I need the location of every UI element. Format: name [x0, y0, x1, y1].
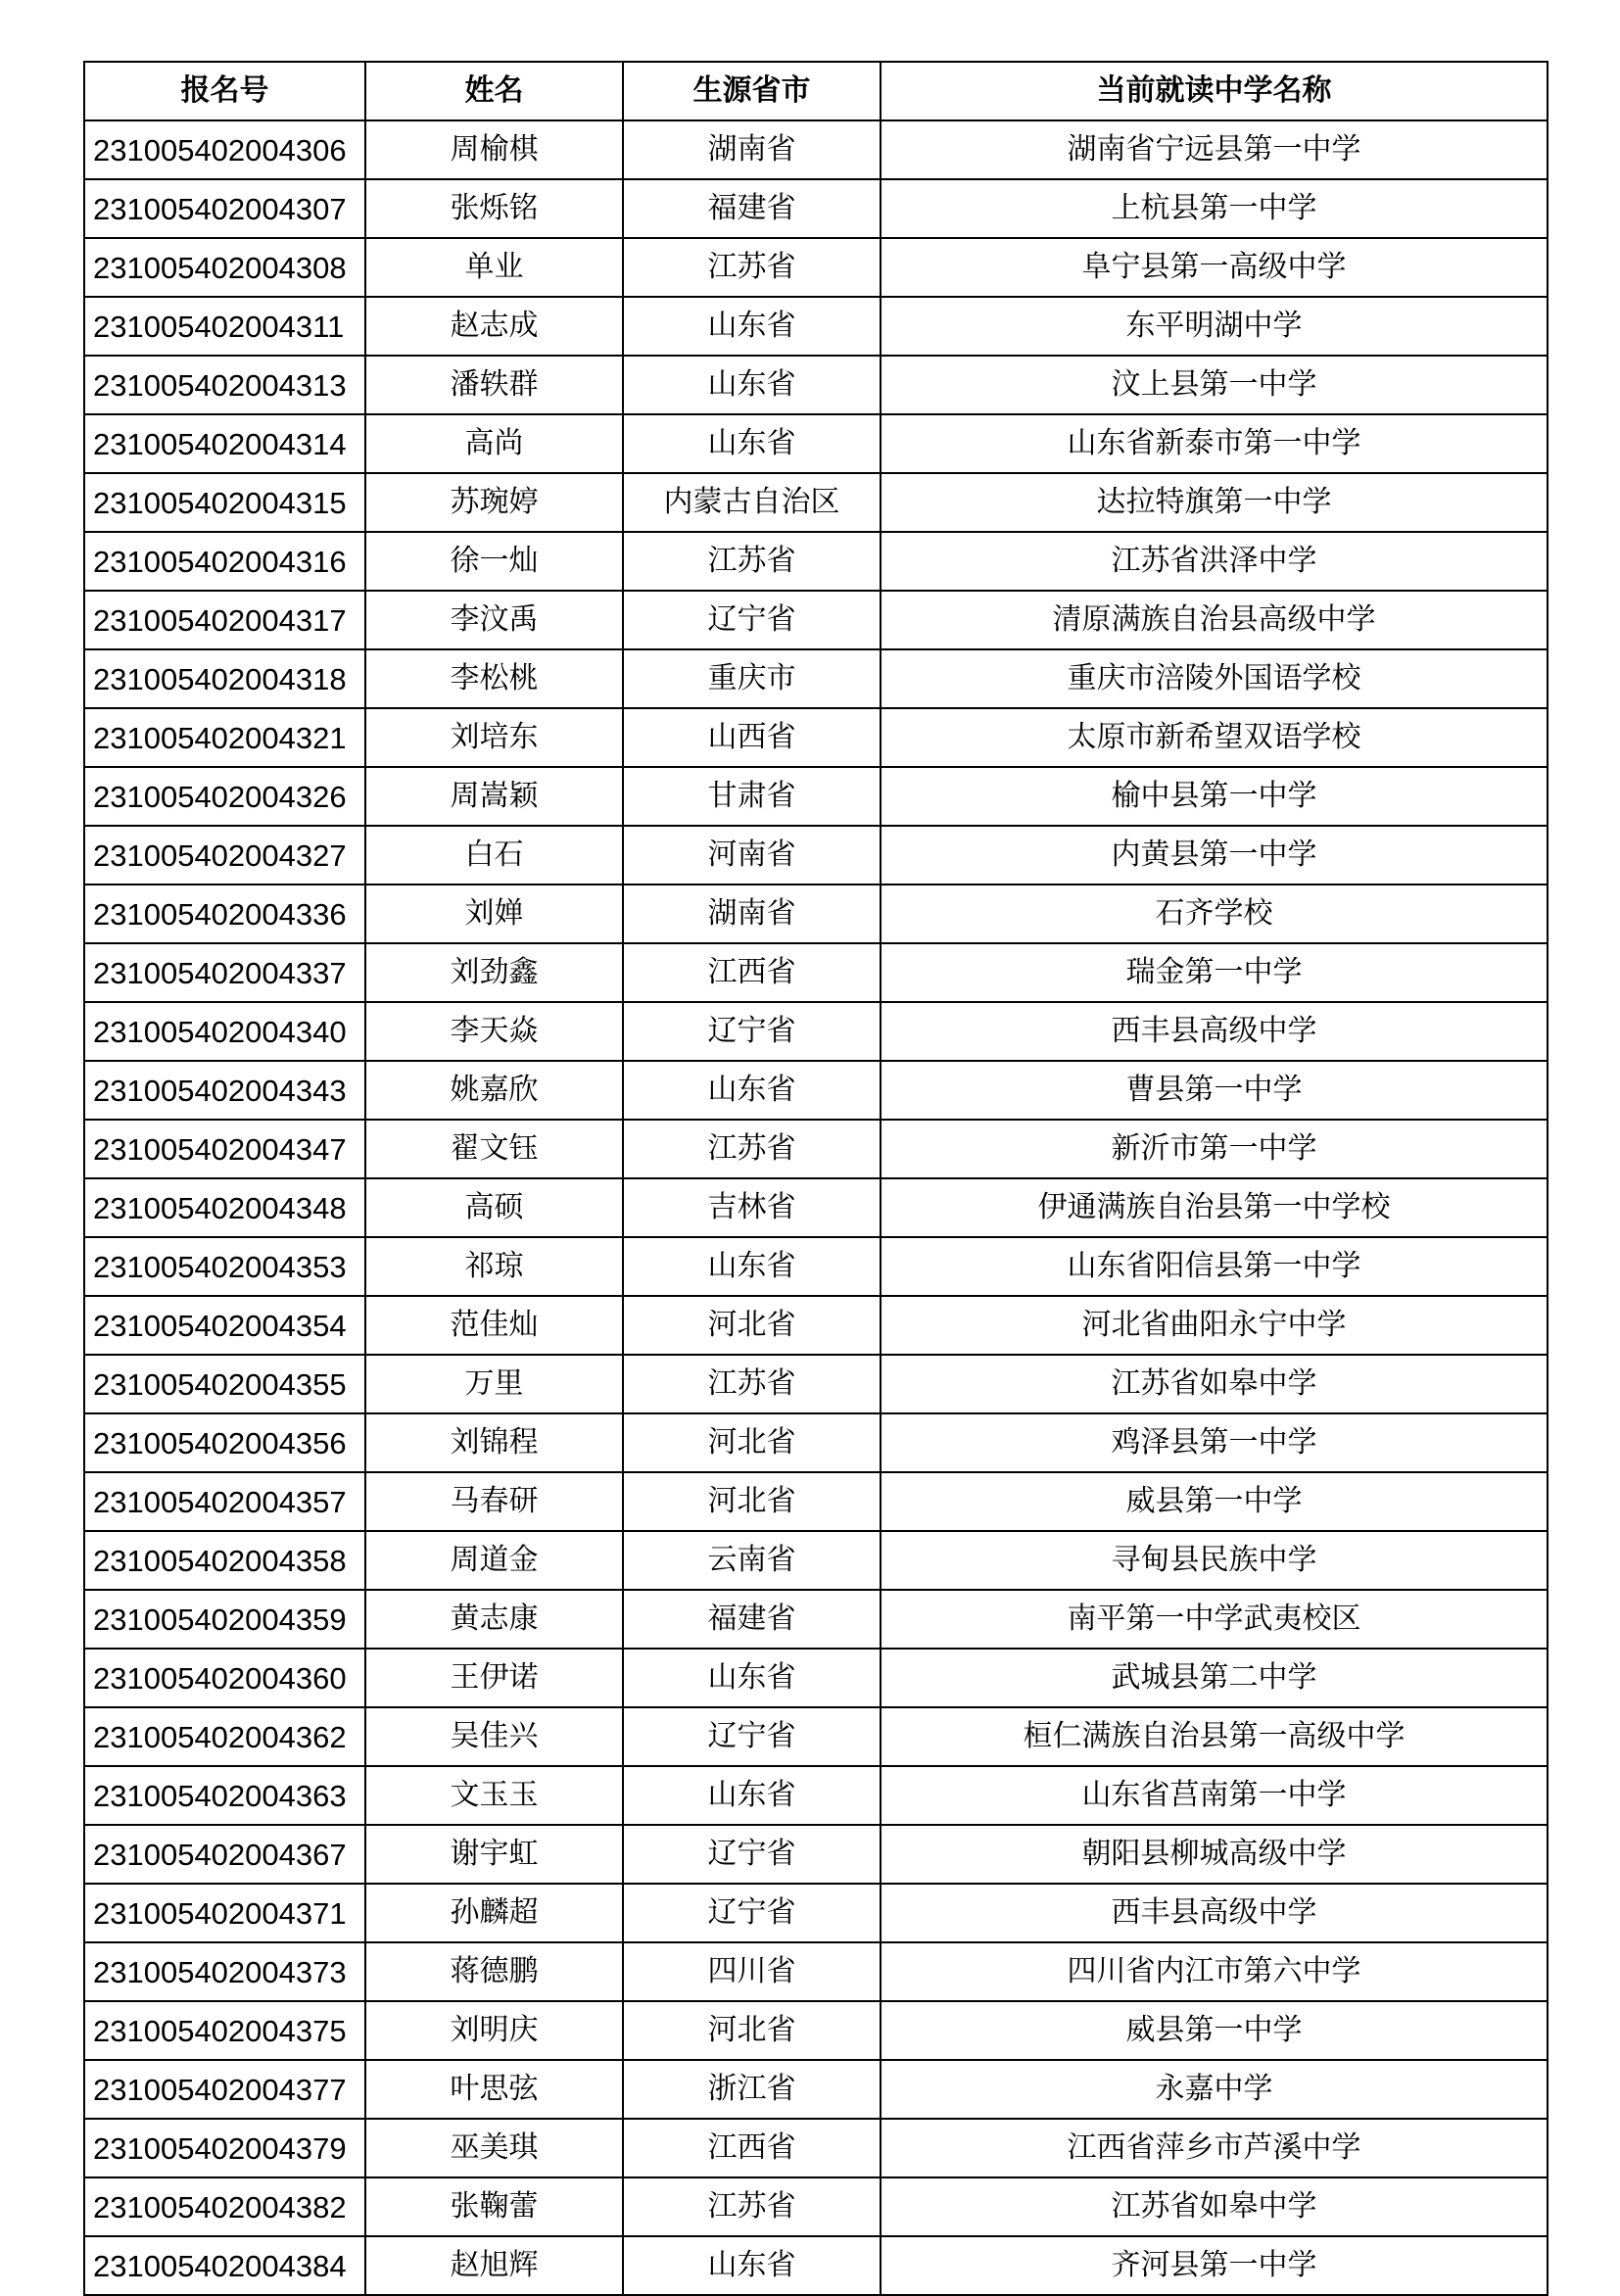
school-cell: 武城县第二中学: [881, 1649, 1548, 1707]
province-cell: 河北省: [623, 2001, 881, 2060]
registration-number-cell: 231005402004307: [84, 179, 365, 238]
school-cell: 永嘉中学: [881, 2060, 1548, 2119]
table-row: [84, 649, 1548, 708]
name-cell: 李汶禹: [365, 591, 623, 649]
table-row: [84, 1707, 1548, 1766]
province-cell: 甘肃省: [623, 767, 881, 826]
name-cell: 姚嘉欣: [365, 1061, 623, 1120]
registration-number-cell: 231005402004357: [84, 1472, 365, 1531]
registration-number-cell: 231005402004379: [84, 2119, 365, 2177]
province-cell: 山东省: [623, 1061, 881, 1120]
registration-number-cell: 231005402004321: [84, 708, 365, 767]
school-cell: 阜宁县第一高级中学: [881, 238, 1548, 297]
school-cell: 河北省曲阳永宁中学: [881, 1296, 1548, 1355]
table-row: [84, 826, 1548, 885]
table-row: [84, 1766, 1548, 1825]
province-cell: 辽宁省: [623, 1884, 881, 1942]
name-cell: 徐一灿: [365, 532, 623, 591]
province-cell: 吉林省: [623, 1178, 881, 1237]
table-row: [84, 532, 1548, 591]
province-cell: 山东省: [623, 1766, 881, 1825]
school-cell: 江苏省如皋中学: [881, 2177, 1548, 2236]
registration-number-cell: 231005402004358: [84, 1531, 365, 1590]
province-cell: 云南省: [623, 1531, 881, 1590]
province-cell: 山东省: [623, 297, 881, 356]
name-cell: 万里: [365, 1355, 623, 1413]
table-row: [84, 2119, 1548, 2177]
name-cell: 孙麟超: [365, 1884, 623, 1942]
name-cell: 周榆棋: [365, 120, 623, 179]
province-cell: 福建省: [623, 179, 881, 238]
registration-number-cell: 231005402004311: [84, 297, 365, 356]
name-cell: 范佳灿: [365, 1296, 623, 1355]
table-row: [84, 1590, 1548, 1649]
table-body: [84, 120, 1548, 2295]
school-cell: 榆中县第一中学: [881, 767, 1548, 826]
province-cell: 辽宁省: [623, 591, 881, 649]
table-row: [84, 120, 1548, 179]
registration-number-cell: 231005402004317: [84, 591, 365, 649]
province-cell: 江苏省: [623, 1120, 881, 1178]
school-cell: 曹县第一中学: [881, 1061, 1548, 1120]
province-cell: 江苏省: [623, 238, 881, 297]
name-cell: 潘轶群: [365, 356, 623, 414]
name-cell: 马春研: [365, 1472, 623, 1531]
registration-number-cell: 231005402004382: [84, 2177, 365, 2236]
province-cell: 江苏省: [623, 2177, 881, 2236]
name-cell: 谢宇虹: [365, 1825, 623, 1884]
school-cell: 南平第一中学武夷校区: [881, 1590, 1548, 1649]
school-cell: 江苏省洪泽中学: [881, 532, 1548, 591]
table-row: [84, 1531, 1548, 1590]
registration-number-cell: 231005402004384: [84, 2236, 365, 2295]
province-cell: 河北省: [623, 1472, 881, 1531]
name-cell: 王伊诺: [365, 1649, 623, 1707]
table-row: [84, 708, 1548, 767]
school-cell: 瑞金第一中学: [881, 943, 1548, 1002]
name-cell: 文玉玉: [365, 1766, 623, 1825]
school-cell: 鸡泽县第一中学: [881, 1413, 1548, 1472]
name-cell: 叶思弦: [365, 2060, 623, 2119]
province-cell: 江西省: [623, 2119, 881, 2177]
registration-number-cell: 231005402004315: [84, 473, 365, 532]
school-cell: 朝阳县柳城高级中学: [881, 1825, 1548, 1884]
table-header: [84, 62, 1548, 120]
province-cell: 湖南省: [623, 885, 881, 943]
school-cell: 威县第一中学: [881, 1472, 1548, 1531]
registration-number-cell: 231005402004336: [84, 885, 365, 943]
table-row: [84, 885, 1548, 943]
school-cell: 达拉特旗第一中学: [881, 473, 1548, 532]
header-province: 生源省市: [623, 62, 881, 120]
name-cell: 刘婵: [365, 885, 623, 943]
table-row: [84, 1002, 1548, 1061]
name-cell: 周道金: [365, 1531, 623, 1590]
table-row: [84, 1237, 1548, 1296]
registration-number-cell: 231005402004355: [84, 1355, 365, 1413]
registration-number-cell: 231005402004373: [84, 1942, 365, 2001]
table-row: [84, 2236, 1548, 2295]
name-cell: 赵旭辉: [365, 2236, 623, 2295]
province-cell: 山东省: [623, 2236, 881, 2295]
table-row: [84, 1649, 1548, 1707]
table-row: [84, 414, 1548, 473]
name-cell: 苏琬婷: [365, 473, 623, 532]
registration-number-cell: 231005402004353: [84, 1237, 365, 1296]
school-cell: 清原满族自治县高级中学: [881, 591, 1548, 649]
registration-number-cell: 231005402004354: [84, 1296, 365, 1355]
school-cell: 汶上县第一中学: [881, 356, 1548, 414]
header-registration-number: 报名号: [84, 62, 365, 120]
name-cell: 刘劲鑫: [365, 943, 623, 1002]
province-cell: 河北省: [623, 1413, 881, 1472]
name-cell: 赵志成: [365, 297, 623, 356]
school-cell: 太原市新希望双语学校: [881, 708, 1548, 767]
table-row: [84, 1120, 1548, 1178]
registration-number-cell: 231005402004327: [84, 826, 365, 885]
registration-number-cell: 231005402004308: [84, 238, 365, 297]
name-cell: 黄志康: [365, 1590, 623, 1649]
name-cell: 周嵩颖: [365, 767, 623, 826]
name-cell: 张烁铭: [365, 179, 623, 238]
province-cell: 山西省: [623, 708, 881, 767]
registration-number-cell: 231005402004360: [84, 1649, 365, 1707]
name-cell: 白石: [365, 826, 623, 885]
school-cell: 山东省阳信县第一中学: [881, 1237, 1548, 1296]
table-row: [84, 297, 1548, 356]
school-cell: 上杭县第一中学: [881, 179, 1548, 238]
school-cell: 寻甸县民族中学: [881, 1531, 1548, 1590]
province-cell: 江西省: [623, 943, 881, 1002]
province-cell: 湖南省: [623, 120, 881, 179]
name-cell: 翟文钰: [365, 1120, 623, 1178]
table-row: [84, 2177, 1548, 2236]
province-cell: 重庆市: [623, 649, 881, 708]
registration-number-cell: 231005402004316: [84, 532, 365, 591]
school-cell: 江苏省如皋中学: [881, 1355, 1548, 1413]
table-row: [84, 1942, 1548, 2001]
province-cell: 山东省: [623, 356, 881, 414]
province-cell: 山东省: [623, 1237, 881, 1296]
school-cell: 威县第一中学: [881, 2001, 1548, 2060]
registration-number-cell: 231005402004343: [84, 1061, 365, 1120]
province-cell: 辽宁省: [623, 1707, 881, 1766]
registration-number-cell: 231005402004347: [84, 1120, 365, 1178]
school-cell: 内黄县第一中学: [881, 826, 1548, 885]
registration-number-cell: 231005402004375: [84, 2001, 365, 2060]
registration-number-cell: 231005402004362: [84, 1707, 365, 1766]
name-cell: 吴佳兴: [365, 1707, 623, 1766]
name-cell: 巫美琪: [365, 2119, 623, 2177]
table-row: [84, 2060, 1548, 2119]
school-cell: 齐河县第一中学: [881, 2236, 1548, 2295]
province-cell: 山东省: [623, 1649, 881, 1707]
table-row: [84, 943, 1548, 1002]
table-row: [84, 1178, 1548, 1237]
school-cell: 江西省萍乡市芦溪中学: [881, 2119, 1548, 2177]
school-cell: 伊通满族自治县第一中学校: [881, 1178, 1548, 1237]
province-cell: 浙江省: [623, 2060, 881, 2119]
registration-number-cell: 231005402004337: [84, 943, 365, 1002]
name-cell: 刘明庆: [365, 2001, 623, 2060]
registration-number-cell: 231005402004313: [84, 356, 365, 414]
registration-number-cell: 231005402004356: [84, 1413, 365, 1472]
province-cell: 河北省: [623, 1296, 881, 1355]
school-cell: 西丰县高级中学: [881, 1002, 1548, 1061]
school-cell: 东平明湖中学: [881, 297, 1548, 356]
registration-number-cell: 231005402004377: [84, 2060, 365, 2119]
province-cell: 辽宁省: [623, 1002, 881, 1061]
province-cell: 内蒙古自治区: [623, 473, 881, 532]
table-row: [84, 179, 1548, 238]
registration-number-cell: 231005402004371: [84, 1884, 365, 1942]
name-cell: 刘锦程: [365, 1413, 623, 1472]
name-cell: 刘培东: [365, 708, 623, 767]
province-cell: 山东省: [623, 414, 881, 473]
table-row: [84, 767, 1548, 826]
school-cell: 四川省内江市第六中学: [881, 1942, 1548, 2001]
school-cell: 湖南省宁远县第一中学: [881, 120, 1548, 179]
province-cell: 江苏省: [623, 532, 881, 591]
table-row: [84, 1355, 1548, 1413]
registration-number-cell: 231005402004367: [84, 1825, 365, 1884]
registration-number-cell: 231005402004359: [84, 1590, 365, 1649]
school-cell: 新沂市第一中学: [881, 1120, 1548, 1178]
table-row: [84, 1825, 1548, 1884]
table-row: [84, 2001, 1548, 2060]
school-cell: 山东省新泰市第一中学: [881, 414, 1548, 473]
table-row: [84, 1413, 1548, 1472]
table-row: [84, 591, 1548, 649]
header-school: 当前就读中学名称: [881, 62, 1548, 120]
school-cell: 山东省莒南第一中学: [881, 1766, 1548, 1825]
registration-number-cell: 231005402004318: [84, 649, 365, 708]
school-cell: 石齐学校: [881, 885, 1548, 943]
province-cell: 河南省: [623, 826, 881, 885]
table-row: [84, 356, 1548, 414]
school-cell: 重庆市涪陵外国语学校: [881, 649, 1548, 708]
name-cell: 张鞠蕾: [365, 2177, 623, 2236]
name-cell: 单业: [365, 238, 623, 297]
name-cell: 李天焱: [365, 1002, 623, 1061]
province-cell: 福建省: [623, 1590, 881, 1649]
table-row: [84, 473, 1548, 532]
header-name: 姓名: [365, 62, 623, 120]
name-cell: 蒋德鹏: [365, 1942, 623, 2001]
registration-number-cell: 231005402004363: [84, 1766, 365, 1825]
header-row: [84, 62, 1548, 120]
table-row: [84, 238, 1548, 297]
table-row: [84, 1884, 1548, 1942]
registration-number-cell: 231005402004348: [84, 1178, 365, 1237]
name-cell: 李松桃: [365, 649, 623, 708]
province-cell: 四川省: [623, 1942, 881, 2001]
table-row: [84, 1472, 1548, 1531]
table-row: [84, 1061, 1548, 1120]
school-cell: 西丰县高级中学: [881, 1884, 1548, 1942]
student-list-table: [83, 61, 1549, 2296]
name-cell: 祁琼: [365, 1237, 623, 1296]
registration-number-cell: 231005402004340: [84, 1002, 365, 1061]
table-row: [84, 1296, 1548, 1355]
registration-number-cell: 231005402004326: [84, 767, 365, 826]
registration-number-cell: 231005402004306: [84, 120, 365, 179]
province-cell: 辽宁省: [623, 1825, 881, 1884]
province-cell: 江苏省: [623, 1355, 881, 1413]
name-cell: 高尚: [365, 414, 623, 473]
school-cell: 桓仁满族自治县第一高级中学: [881, 1707, 1548, 1766]
registration-number-cell: 231005402004314: [84, 414, 365, 473]
name-cell: 高硕: [365, 1178, 623, 1237]
